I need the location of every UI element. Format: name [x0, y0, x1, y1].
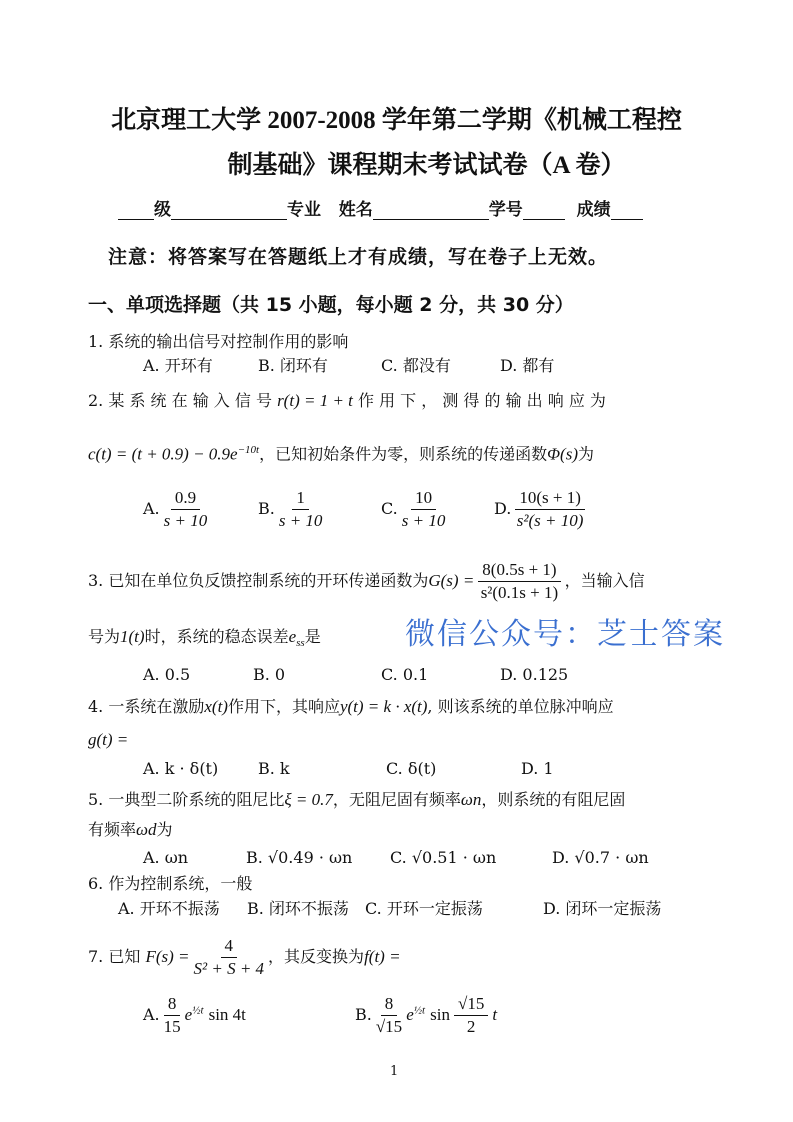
q5-option-c[interactable]: C. √0.51 · ωn — [390, 848, 497, 867]
q5-option-a[interactable]: A. ωn — [143, 848, 189, 867]
q5-stem-2: 有频率ωd为 — [88, 820, 173, 839]
q5-option-d[interactable]: D. √0.7 · ωn — [552, 848, 649, 867]
q6-stem: 6. 作为控制系统，一般 — [88, 874, 253, 893]
id-label: 学号 — [488, 200, 523, 220]
q3-stem-2: 号为1(t)时，系统的稳态误差$e_{ss}$是 — [88, 627, 321, 650]
id-field[interactable] — [523, 203, 565, 220]
page-number: 1 — [390, 1064, 399, 1079]
q1-option-c[interactable]: C. 都没有 — [381, 356, 451, 375]
student-info-line — [118, 200, 643, 220]
q4-stem-2: g(t) = — [88, 730, 129, 749]
q3-option-b[interactable]: B. 0 — [253, 665, 286, 684]
grade-field[interactable] — [171, 203, 287, 220]
q5-option-b[interactable]: B. √0.49 · ωn — [246, 848, 353, 867]
q6-option-b[interactable]: B. 闭环不振荡 — [247, 899, 349, 918]
q3-option-a[interactable]: A. 0.5 — [143, 665, 191, 684]
q5-stem-1: 5. 一典型二阶系统的阻尼比ξ = 0.7，无阻尼固有频率ωn，则系统的有阻尼固 — [88, 790, 626, 809]
q6-option-a[interactable]: A. 开环不振荡 — [118, 899, 220, 918]
q3-option-d[interactable]: D. 0.125 — [500, 665, 569, 684]
grade-label: 级 — [154, 200, 171, 220]
q4-option-b[interactable]: B. k — [258, 759, 290, 778]
score-label: 成绩 — [576, 200, 611, 220]
q1-option-a[interactable]: A. 开环有 — [143, 356, 213, 375]
major-label: 专业 — [287, 200, 321, 220]
q2-option-a[interactable]: A. $\frac{0.9}{s + 10}$ — [143, 488, 208, 530]
q3-stem-1: 3. 已知在单位负反馈控制系统的开环传递函数为G(s) = $\frac{8(0.5s + 1)}{\text{s²(0.1s + 1)}}$ ，当输入信 — [88, 560, 645, 602]
q6-option-d[interactable]: D. 闭环一定振荡 — [543, 899, 662, 918]
notice: 注意：将答案写在答题纸上才有成绩，写在卷子上无效。 — [108, 246, 609, 268]
q1-stem: 1. 系统的输出信号对控制作用的影响 — [88, 332, 349, 351]
q1-option-b[interactable]: B. 闭环有 — [258, 356, 328, 375]
q7-option-a[interactable]: A. $\frac{8}{15}$ $e^{\frac{1}{2}t}$ sin 4t — [143, 994, 246, 1036]
q2-stem-2: $c(t) = (t + 0.9) - 0.9e^{-10t}$，已知初始条件为零，则系统的传递函数Φ(s)为 — [88, 444, 595, 464]
q2-option-b[interactable]: B. $\frac{1}{s + 10}$ — [258, 488, 323, 530]
q6-option-c[interactable]: C. 开环一定振荡 — [365, 899, 483, 918]
q4-stem: 4. 一系统在激励x(t)作用下，其响应y(t) = k · x(t), 则该系统的单位脉冲响应 — [88, 697, 614, 716]
watermark: 微信公众号：芝士答案 — [405, 617, 725, 652]
title-line-2: 制基础》课程期末考试试卷（A 卷） — [227, 152, 626, 179]
q2-option-d[interactable]: D. $\frac{10(s + 1)}{\text{s²(s + 10)}}$ — [494, 488, 584, 530]
q7-stem: 7. 已知 F(s) = $\frac{4}{\text{S² + S + 4}}$ ，其反变换为f(t) = — [88, 936, 401, 978]
q2-stem-1: 2. 某 系 统 在 输 入 信 号 r(t) = 1 + t 作 用 下 ， 测 得 的 输 出 响 应 为 — [88, 391, 606, 410]
q7-options — [0, 994, 793, 1040]
q7-option-b[interactable]: B. $\frac{8}{√15}$ $e^{\frac{1}{2}t}$ sin $\frac{√15}{2}$ t — [355, 994, 498, 1036]
name-field[interactable] — [373, 203, 489, 220]
name-label: 姓名 — [338, 200, 373, 220]
q4-option-d[interactable]: D. 1 — [521, 759, 554, 778]
q3-option-c[interactable]: C. 0.1 — [381, 665, 429, 684]
section-heading: 一、单项选择题（共 15 小题，每小题 2 分，共 30 分） — [88, 294, 574, 316]
q2-option-c[interactable]: C. $\frac{10}{s + 10}$ — [381, 488, 446, 530]
q4-option-c[interactable]: C. δ(t) — [386, 759, 437, 778]
q1-option-d[interactable]: D. 都有 — [500, 356, 555, 375]
q2-options — [0, 488, 793, 532]
q4-option-a[interactable]: A. k · δ(t) — [143, 759, 219, 778]
score-field[interactable] — [611, 203, 643, 220]
title-line-1: 北京理工大学 2007-2008 学年第二学期《机械工程控 — [111, 107, 682, 134]
